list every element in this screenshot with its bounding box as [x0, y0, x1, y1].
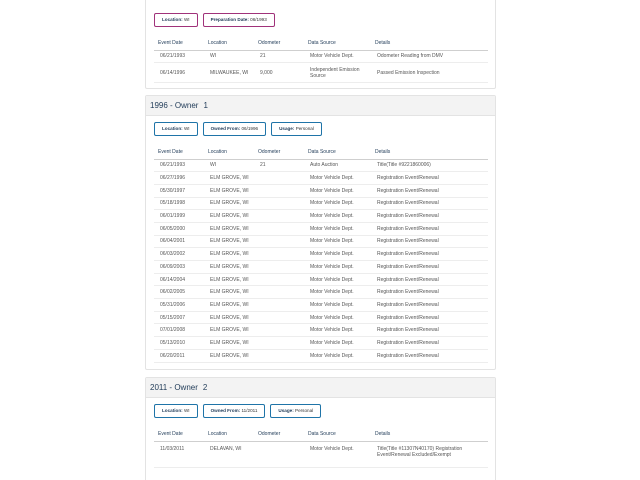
event-date: 06/05/2000 [154, 222, 204, 235]
event-date: 06/20/2011 [154, 349, 204, 362]
details: Title(Title #9221860006) [371, 159, 488, 172]
owner-card-2 [145, 377, 496, 480]
event-date: 06/02/2005 [154, 286, 204, 299]
preparation-date-pill: Preparation Date: 06/1993 [203, 13, 275, 27]
data-source: Motor Vehicle Dept. [304, 248, 371, 261]
table-row [154, 311, 488, 324]
location: ELM GROVE, WI [204, 337, 254, 350]
details: Registration Event/Renewal [371, 349, 488, 362]
location: ELM GROVE, WI [204, 286, 254, 299]
event-date: 05/30/1997 [154, 184, 204, 197]
pill-row [154, 404, 321, 418]
details: Registration Event/Renewal [371, 337, 488, 350]
data-source: Motor Vehicle Dept. [304, 222, 371, 235]
data-source: Independent Emission Source [304, 63, 371, 83]
details: Title(Title #11307N40170) Registration Event/Renewal Excluded/Exempt [371, 441, 488, 467]
table-row [154, 222, 488, 235]
table-row [154, 235, 488, 248]
location: ELM GROVE, WI [204, 311, 254, 324]
odometer [254, 248, 304, 261]
owner-header [146, 96, 495, 116]
details: Registration Event/Renewal [371, 311, 488, 324]
odometer [254, 349, 304, 362]
table-row [154, 63, 488, 83]
location: DELAVAN, WI [204, 441, 254, 467]
table-row [154, 210, 488, 223]
table-row [154, 172, 488, 185]
owner-number: 2 [202, 383, 208, 392]
owner-header [146, 378, 495, 398]
odometer [254, 222, 304, 235]
location: ELM GROVE, WI [204, 324, 254, 337]
data-source: Motor Vehicle Dept. [304, 286, 371, 299]
table-row [154, 286, 488, 299]
table-row [154, 324, 488, 337]
odometer: 21 [254, 50, 304, 63]
location-pill: Location: WI [154, 13, 198, 27]
details: Registration Event/Renewal [371, 235, 488, 248]
location-pill: Location: WI [154, 404, 198, 418]
owner-card-1 [145, 95, 496, 370]
col-odometer: Odometer [254, 428, 304, 441]
location: ELM GROVE, WI [204, 261, 254, 274]
table-row [154, 273, 488, 286]
odometer [254, 324, 304, 337]
event-date: 05/13/2010 [154, 337, 204, 350]
details: Passed Emission Inspection [371, 63, 488, 83]
col-data-source: Data Source [304, 428, 371, 441]
location: ELM GROVE, WI [204, 197, 254, 210]
data-source: Motor Vehicle Dept. [304, 337, 371, 350]
details: Registration Event/Renewal [371, 286, 488, 299]
location-pill: Location: WI [154, 122, 198, 136]
col-details: Details [371, 146, 488, 159]
table-row [154, 261, 488, 274]
details: Registration Event/Renewal [371, 172, 488, 185]
odometer [254, 197, 304, 210]
odometer [254, 210, 304, 223]
event-date: 05/15/2007 [154, 311, 204, 324]
history-table [154, 37, 488, 83]
col-event-date: Event Date [154, 428, 204, 441]
event-date: 06/21/1993 [154, 50, 204, 63]
odometer [254, 235, 304, 248]
data-source: Motor Vehicle Dept. [304, 299, 371, 312]
table-row [154, 197, 488, 210]
owner-year-label: 2011 - Owner [150, 383, 198, 392]
details: Registration Event/Renewal [371, 299, 488, 312]
data-source: Motor Vehicle Dept. [304, 235, 371, 248]
table-header-row [154, 146, 488, 159]
event-date: 06/03/2002 [154, 248, 204, 261]
odometer [254, 172, 304, 185]
data-source: Auto Auction [304, 159, 371, 172]
location: ELM GROVE, WI [204, 172, 254, 185]
details: Registration Event/Renewal [371, 261, 488, 274]
event-date: 06/04/2001 [154, 235, 204, 248]
event-date: 11/03/2011 [154, 441, 204, 467]
location: WI [204, 50, 254, 63]
data-source: Motor Vehicle Dept. [304, 197, 371, 210]
pill-row [154, 122, 322, 136]
event-date: 06/09/2003 [154, 261, 204, 274]
col-event-date: Event Date [154, 146, 204, 159]
location: ELM GROVE, WI [204, 273, 254, 286]
col-details: Details [371, 428, 488, 441]
odometer [254, 299, 304, 312]
event-date: 06/14/2004 [154, 273, 204, 286]
table-row [154, 184, 488, 197]
data-source: Motor Vehicle Dept. [304, 184, 371, 197]
odometer [254, 286, 304, 299]
table-row [154, 299, 488, 312]
data-source: Motor Vehicle Dept. [304, 311, 371, 324]
data-source: Motor Vehicle Dept. [304, 50, 371, 63]
event-date: 06/27/1996 [154, 172, 204, 185]
owned-from-pill: Owned From: 11/2011 [203, 404, 266, 418]
table-row [154, 248, 488, 261]
odometer [254, 273, 304, 286]
data-source: Motor Vehicle Dept. [304, 349, 371, 362]
details: Registration Event/Renewal [371, 210, 488, 223]
location: ELM GROVE, WI [204, 349, 254, 362]
odometer [254, 311, 304, 324]
table-row [154, 50, 488, 63]
event-date: 06/14/1996 [154, 63, 204, 83]
data-source: Motor Vehicle Dept. [304, 210, 371, 223]
event-date: 06/21/1993 [154, 159, 204, 172]
usage-pill: Usage: Personal [271, 122, 322, 136]
data-source: Motor Vehicle Dept. [304, 273, 371, 286]
table-row [154, 159, 488, 172]
event-date: 06/01/1999 [154, 210, 204, 223]
table-header-row [154, 37, 488, 50]
col-location: Location [204, 428, 254, 441]
odometer [254, 184, 304, 197]
data-source: Motor Vehicle Dept. [304, 172, 371, 185]
col-location: Location [204, 146, 254, 159]
location: MILWAUKEE, WI [204, 63, 254, 83]
details: Registration Event/Renewal [371, 184, 488, 197]
data-source: Motor Vehicle Dept. [304, 261, 371, 274]
location: ELM GROVE, WI [204, 210, 254, 223]
data-source: Motor Vehicle Dept. [304, 441, 371, 467]
odometer [254, 337, 304, 350]
data-source: Motor Vehicle Dept. [304, 324, 371, 337]
col-data-source: Data Source [304, 37, 371, 50]
event-date: 07/01/2008 [154, 324, 204, 337]
location: ELM GROVE, WI [204, 222, 254, 235]
table-row [154, 337, 488, 350]
history-card-initial [145, 0, 496, 89]
location: ELM GROVE, WI [204, 248, 254, 261]
location: WI [204, 159, 254, 172]
col-odometer: Odometer [254, 37, 304, 50]
history-table [154, 146, 488, 363]
owner-year-label: 1996 - Owner [150, 101, 199, 110]
odometer [254, 261, 304, 274]
details: Odometer Reading from DMV [371, 50, 488, 63]
col-odometer: Odometer [254, 146, 304, 159]
owner-number: 1 [203, 101, 208, 110]
details: Registration Event/Renewal [371, 273, 488, 286]
col-data-source: Data Source [304, 146, 371, 159]
details: Registration Event/Renewal [371, 248, 488, 261]
owned-from-pill: Owned From: 06/1996 [203, 122, 267, 136]
table-header-row [154, 428, 488, 441]
details: Registration Event/Renewal [371, 222, 488, 235]
usage-pill: Usage: Personal [270, 404, 321, 418]
col-event-date: Event Date [154, 37, 204, 50]
table-row [154, 349, 488, 362]
event-date: 05/18/1998 [154, 197, 204, 210]
location: ELM GROVE, WI [204, 299, 254, 312]
table-row [154, 441, 488, 467]
location: ELM GROVE, WI [204, 235, 254, 248]
odometer [254, 441, 304, 467]
history-table [154, 428, 488, 468]
event-date: 05/31/2006 [154, 299, 204, 312]
col-details: Details [371, 37, 488, 50]
col-location: Location [204, 37, 254, 50]
location: ELM GROVE, WI [204, 184, 254, 197]
pill-row [154, 13, 275, 27]
details: Registration Event/Renewal [371, 324, 488, 337]
details: Registration Event/Renewal [371, 197, 488, 210]
odometer: 21 [254, 159, 304, 172]
odometer: 9,000 [254, 63, 304, 83]
